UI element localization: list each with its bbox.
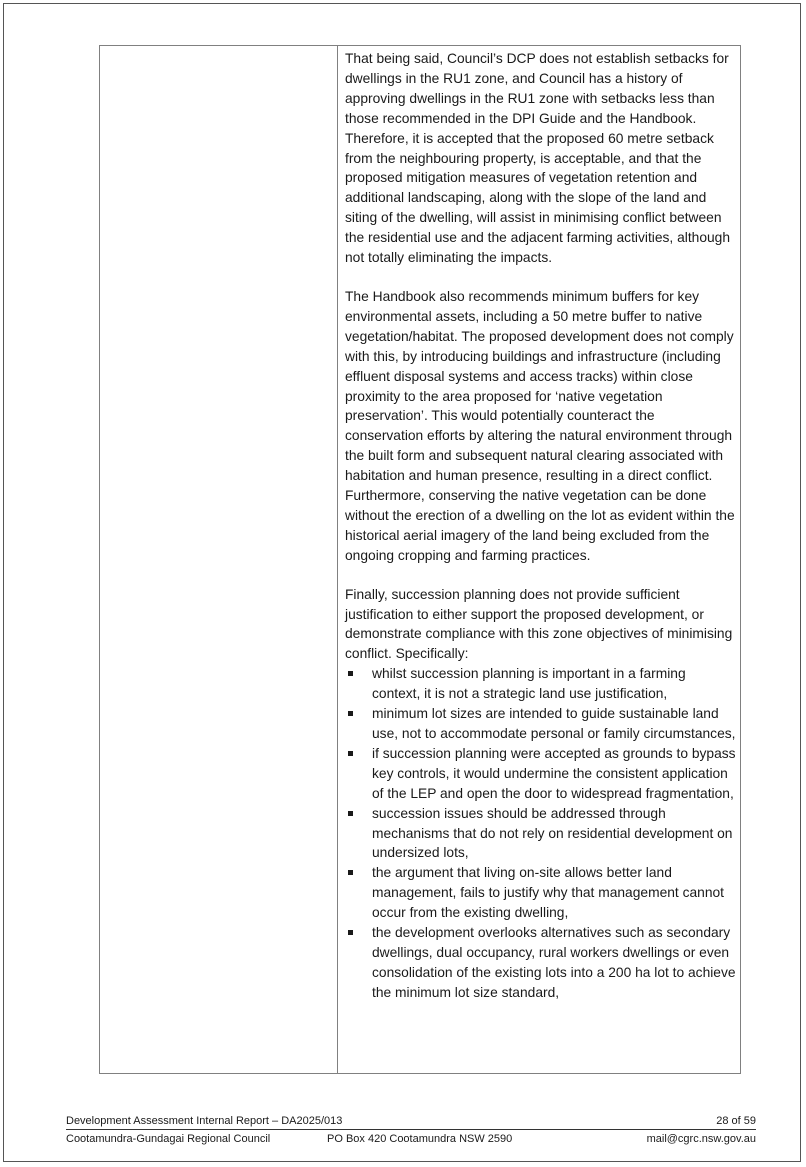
succession-bullet-list (345, 664, 736, 1002)
footer-report-row (66, 1114, 756, 1130)
footer-report-title: Development Assessment Internal Report – DA2025/013 (66, 1115, 343, 1127)
square-bullet-icon (348, 811, 353, 816)
footer-postal-address: PO Box 420 Cootamundra NSW 2590 (327, 1133, 513, 1145)
list-item: the development overlooks alternatives such as secondary dwellings, dual occupancy, rural workers dwellings or even consolidation of the existing lots into a 200 ha lot to achieve the minimum lot size standard, (345, 923, 736, 1003)
list-item: if succession planning were accepted as grounds to bypass key controls, it would undermine the consistent application of the LEP and open the door to widespread fragmentation, (345, 744, 736, 804)
list-item: whilst succession planning is important in a farming context, it is not a strategic land use justification, (345, 664, 736, 704)
square-bullet-icon (348, 870, 353, 875)
table-right-column (338, 46, 740, 1073)
footer-page-number: 28 of 59 (716, 1115, 756, 1127)
square-bullet-icon (348, 751, 353, 756)
assessment-table (99, 45, 741, 1074)
list-item: minimum lot sizes are intended to guide sustainable land use, not to accommodate personal or family circumstances, (345, 704, 736, 744)
square-bullet-icon (348, 930, 353, 935)
footer-council-name: Cootamundra-Gundagai Regional Council (66, 1133, 271, 1145)
paragraph-environmental-buffers: The Handbook also recommends minimum buffers for key environmental assets, including a 50 metre buffer to native vegetation/habitat. The proposed development does not comply with this, by introducing buildings and infrastructure (including effluent disposal systems and access tracks) within close proximity to the area proposed for ‘native vegetation preservation’. This would potentially counteract the conservation efforts by altering the natural environment through the built form and subsequent natural clearing associated with habitation and human presence, resulting in a direct conflict. Furthermore, conserving the native vegetation can be done without the erection of a dwelling on the lot as evident within the historical aerial imagery of the land being excluded from the ongoing cropping and farming practices. (345, 288, 735, 563)
paragraph-setbacks: That being said, Council’s DCP does not establish setbacks for dwellings in the RU1 zone, and Council has a history of approving dwellings in the RU1 zone with setbacks less than those recommended in the DPI Guide and the Handbook. Therefore, it is accepted that the proposed 60 metre setback from the neighbouring property, is acceptable, and that the proposed mitigation measures of vegetation retention and additional landscaping, along with the slope of the land and siting of the dwelling, will assist in minimising conflict between the residential use and the adjacent farming activities, although not totally eliminating the impacts. (345, 51, 731, 266)
paragraph-succession-planning: Finally, succession planning does not provide sufficient justification to either support the proposed development, or demonstrate compliance with this zone objectives of minimising conflict. Specifically: (345, 586, 733, 662)
square-bullet-icon (348, 671, 353, 676)
table-left-column (100, 46, 338, 1073)
square-bullet-icon (348, 711, 353, 716)
list-item: the argument that living on-site allows better land management, fails to justify why that management cannot occur from the existing dwelling, (345, 863, 736, 923)
footer-email: mail@cgrc.nsw.gov.au (646, 1133, 756, 1145)
list-item: succession issues should be addressed through mechanisms that do not rely on residential development on undersized lots, (345, 804, 736, 864)
